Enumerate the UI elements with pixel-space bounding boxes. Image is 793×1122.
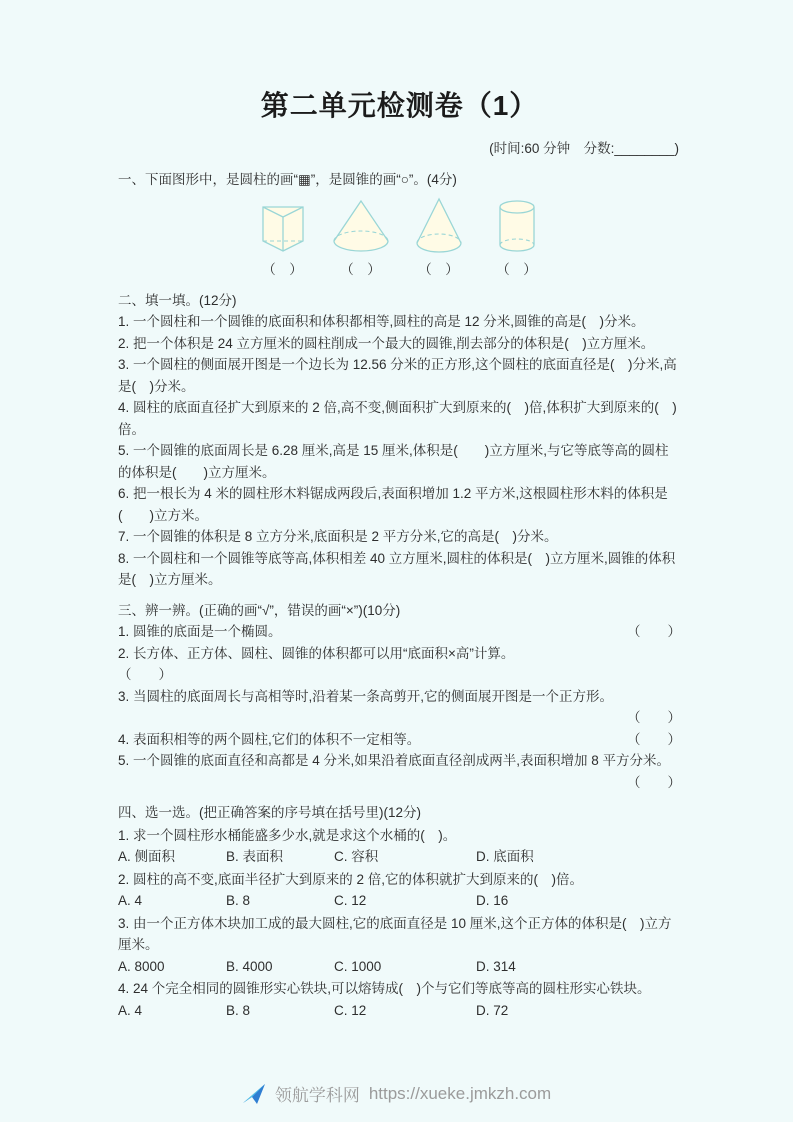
cone-figure <box>407 195 471 257</box>
option-a: A. 8000 <box>118 958 165 974</box>
watermark-site-url: https://xueke.jmkzh.com <box>368 1083 552 1103</box>
choice-question-2 <box>118 869 681 912</box>
fill-item-4: 4. 圆柱的底面直径扩大到原来的 2 倍,高不变,侧面积扩大到原来的( )倍,体积扩大到原来的( )倍。 <box>118 400 677 437</box>
site-logo-icon <box>242 1082 266 1106</box>
judge-item-3-text: 3. 当圆柱的底面周长与高相等时,沿着某一条高剪开,它的侧面展开图是一个正方形。 <box>118 688 614 704</box>
choice-question-2-text: 2. 圆柱的高不变,底面半径扩大到原来的 2 倍,它的体积就扩大到原来的( )倍。 <box>118 871 584 887</box>
answer-bracket: （ ） <box>627 731 681 747</box>
option-c: C. 1000 <box>334 958 382 974</box>
judge-item-3-bracket: （ ） <box>627 710 681 725</box>
cylinder-figure <box>485 195 549 257</box>
option-b: B. 8 <box>226 893 251 908</box>
choice-question-2-options <box>118 890 681 912</box>
fill-item-8: 8. 一个圆柱和一个圆锥等底等高,体积相差 40 立方厘米,圆柱的体积是( )立方厘米,圆锥的体积是( )立方厘米。 <box>118 550 676 587</box>
section1-heading: 一、下面图形中，是圆柱的画“▦”，是圆锥的画“○”。(4分) <box>118 171 457 187</box>
option-c: C. 12 <box>334 893 367 908</box>
judge-item-1 <box>118 621 681 643</box>
judge-item-2-text: 2. 长方体、正方体、圆柱、圆锥的体积都可以用“底面积×高”计算。 <box>118 645 515 661</box>
fill-item-1: 1. 一个圆柱和一个圆锥的底面积和体积都相等,圆柱的高是 12 分米,圆锥的高是( )分米。 <box>118 314 645 329</box>
choice-question-1-text: 1. 求一个圆柱形水桶能盛多少水,就是求这个水桶的( )。 <box>118 827 457 843</box>
option-d: D. 72 <box>476 1002 509 1018</box>
answer-bracket: （ ） <box>627 624 681 639</box>
watermark-footer <box>0 1081 793 1106</box>
option-d: D. 314 <box>476 958 516 974</box>
judge-item-5-text: 5. 一个圆锥的底面直径和高都是 4 分米,如果沿着底面直径剖成两半,表面积增加 8 平方分米。 <box>118 753 671 768</box>
choice-question-4-options <box>118 1000 681 1022</box>
section2-heading: 二、填一填。(12分) <box>118 292 237 308</box>
shape-figures-row <box>118 195 681 257</box>
option-a: A. 4 <box>118 893 143 908</box>
option-b: B. 表面积 <box>226 849 284 864</box>
answer-bracket: （ ） <box>262 262 303 277</box>
section4-heading: 四、选一选。(把正确答案的序号填在括号里)(12分) <box>118 805 421 820</box>
judge-item-4 <box>118 729 681 751</box>
fill-item-5: 5. 一个圆锥的底面周长是 6.28 厘米,高是 15 厘米,体积是( )立方厘米,与它等底等高的圆柱的体积是( )立方厘米。 <box>118 443 669 480</box>
choice-question-3 <box>118 913 681 978</box>
section3-heading: 三、辨一辨。(正确的画“√”，错误的画“×”)(10分) <box>118 602 401 618</box>
judge-item-5-bracket: （ ） <box>627 774 681 790</box>
judge-item-2-bracket: （ ） <box>118 667 172 682</box>
option-d: D. 底面积 <box>476 849 534 864</box>
shape-answer-brackets <box>118 259 681 281</box>
answer-bracket: （ ） <box>496 262 537 277</box>
choice-question-4-text: 4. 24 个完全相同的圆锥形实心铁块,可以熔铸成( )个与它们等底等高的圆柱形实心铁块。 <box>118 981 651 996</box>
choice-question-3-options <box>118 956 681 978</box>
option-b: B. 8 <box>226 1002 251 1018</box>
choice-question-1 <box>118 825 681 868</box>
choice-question-1-options <box>118 846 681 868</box>
triangular-prism-figure <box>251 195 315 257</box>
choice-question-4 <box>118 978 681 1021</box>
option-a: A. 侧面积 <box>118 849 176 864</box>
fill-item-7: 7. 一个圆锥的体积是 8 立方分米,底面积是 2 平方分米,它的高是( )分米。 <box>118 529 558 544</box>
answer-bracket: （ ） <box>418 262 459 277</box>
fill-item-2: 2. 把一个体积是 24 立方厘米的圆柱削成一个最大的圆锥,削去部分的体积是( )立方厘米。 <box>118 335 655 351</box>
judge-item-1-text: 1. 圆锥的底面是一个椭圆。 <box>118 624 282 639</box>
option-c: C. 12 <box>334 1002 367 1018</box>
option-c: C. 容积 <box>334 849 379 864</box>
option-b: B. 4000 <box>226 958 273 974</box>
option-d: D. 16 <box>476 893 509 908</box>
option-a: A. 4 <box>118 1002 143 1018</box>
answer-bracket: （ ） <box>340 262 381 277</box>
judge-item-4-text: 4. 表面积相等的两个圆柱,它们的体积不一定相等。 <box>118 731 421 747</box>
time-score-line: (时间:60 分钟 分数:________) <box>489 141 679 156</box>
fill-item-3: 3. 一个圆柱的侧面展开图是一个边长为 12.56 分米的正方形,这个圆柱的底面直径是( )分米,高是( )分米。 <box>118 357 677 394</box>
watermark-site-name: 领航学科网 <box>274 1086 360 1105</box>
page-title: 第二单元检测卷（1） <box>260 90 539 121</box>
fill-item-6: 6. 把一根长为 4 米的圆柱形木料锯成两段后,表面积增加 1.2 平方米,这根圆柱形木料的体积是( )立方米。 <box>118 486 668 523</box>
choice-question-3-text: 3. 由一个正方体木块加工成的最大圆柱,它的底面直径是 10 厘米,这个正方体的体积是( )立方厘米。 <box>118 915 672 952</box>
wide-cone-figure <box>329 195 393 257</box>
